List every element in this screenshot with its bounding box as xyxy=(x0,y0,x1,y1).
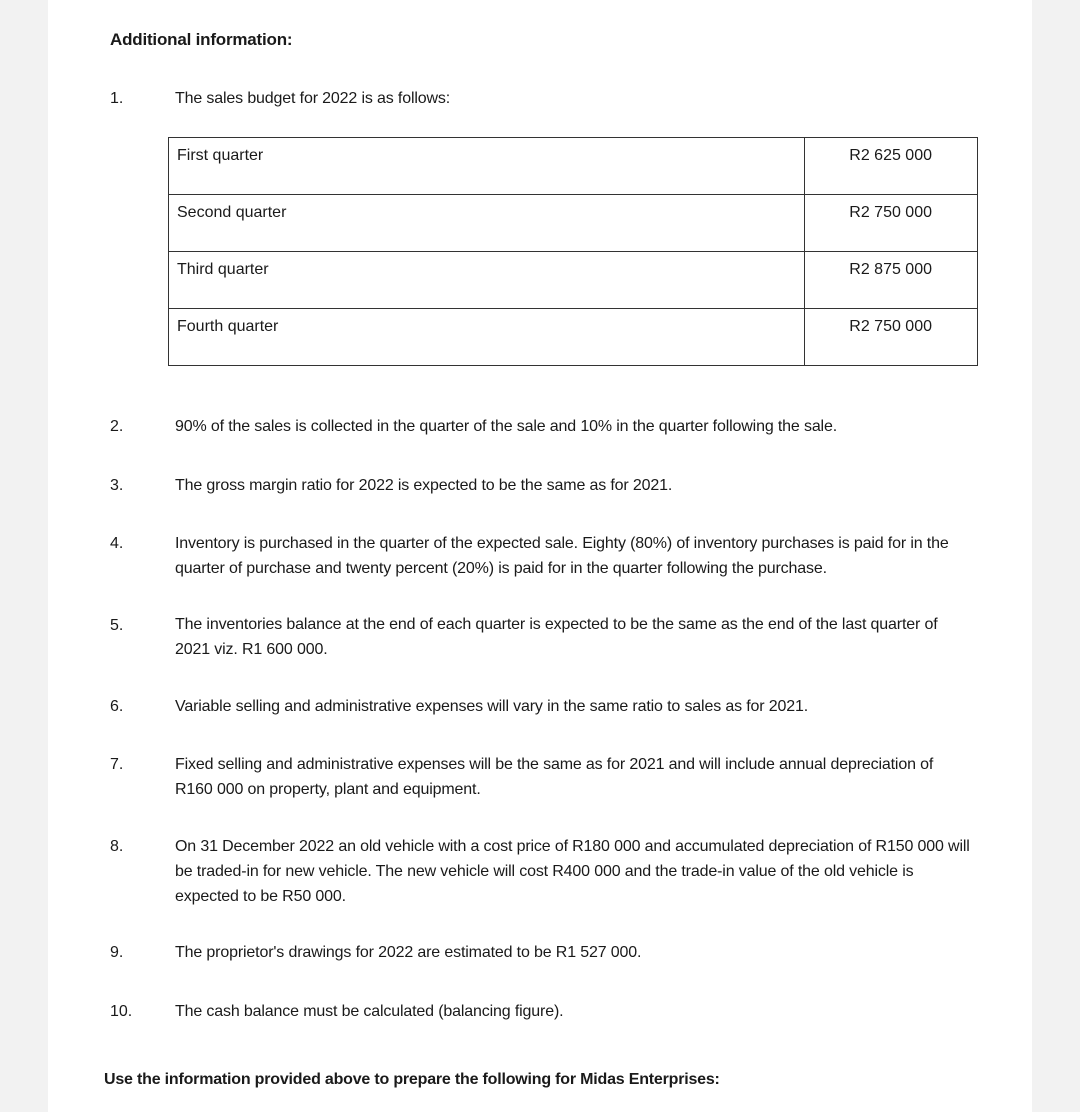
item-number-9: 9. xyxy=(110,944,124,961)
table-row xyxy=(169,309,978,366)
quarter-amount: R2 875 000 xyxy=(805,252,978,309)
item-text-2: 90% of the sales is collected in the quarter of the sale and 10% in the quarter following the sale. xyxy=(175,418,838,435)
item-number-5: 5. xyxy=(110,617,124,634)
item-number-1: 1. xyxy=(110,90,124,107)
item-number-7: 7. xyxy=(110,756,124,773)
quarter-amount: R2 750 000 xyxy=(805,309,978,366)
quarter-label: Fourth quarter xyxy=(169,309,805,366)
item-number-8: 8. xyxy=(110,838,124,855)
item-number-3: 3. xyxy=(110,477,124,494)
table-row xyxy=(169,138,978,195)
table-row xyxy=(169,195,978,252)
quarter-amount: R2 625 000 xyxy=(805,138,978,195)
item-text-6: Variable selling and administrative expenses will vary in the same ratio to sales as for 2021. xyxy=(175,698,809,715)
quarter-label: Third quarter xyxy=(169,252,805,309)
item-text-1: The sales budget for 2022 is as follows: xyxy=(175,90,451,107)
item-text-10: The cash balance must be calculated (balancing figure). xyxy=(175,1003,564,1020)
item-number-2: 2. xyxy=(110,418,124,435)
item-text-4: Inventory is purchased in the quarter of the expected sale. Eighty (80%) of inventory purchases is paid for in the quarter of purchase and twenty percent (20%) is paid for in the quarter following the purchase. xyxy=(175,535,949,577)
table-row xyxy=(169,252,978,309)
instruction-footer: Use the information provided above to prepare the following for Midas Enterprises: xyxy=(104,1071,720,1088)
quarter-amount: R2 750 000 xyxy=(805,195,978,252)
item-number-6: 6. xyxy=(110,698,124,715)
item-number-10: 10. xyxy=(110,1003,133,1020)
item-text-5: The inventories balance at the end of each quarter is expected to be the same as the end of the last quarter of 2021 viz. R1 600 000. xyxy=(175,616,938,658)
sales-budget-table xyxy=(168,137,978,366)
item-text-3: The gross margin ratio for 2022 is expected to be the same as for 2021. xyxy=(175,477,673,494)
quarter-label: Second quarter xyxy=(169,195,805,252)
quarter-label: First quarter xyxy=(169,138,805,195)
item-text-8: On 31 December 2022 an old vehicle with a cost price of R180 000 and accumulated depreciation of R150 000 will be traded-in for new vehicle. The new vehicle will cost R400 000 and the trade-in value of the old vehicle is expected to be R50 000. xyxy=(175,838,970,905)
item-number-4: 4. xyxy=(110,535,124,552)
section-heading: Additional information: xyxy=(110,30,293,49)
item-text-7: Fixed selling and administrative expenses will be the same as for 2021 and will include annual depreciation of R160 000 on property, plant and equipment. xyxy=(175,756,934,798)
item-text-9: The proprietor's drawings for 2022 are estimated to be R1 527 000. xyxy=(175,944,642,961)
